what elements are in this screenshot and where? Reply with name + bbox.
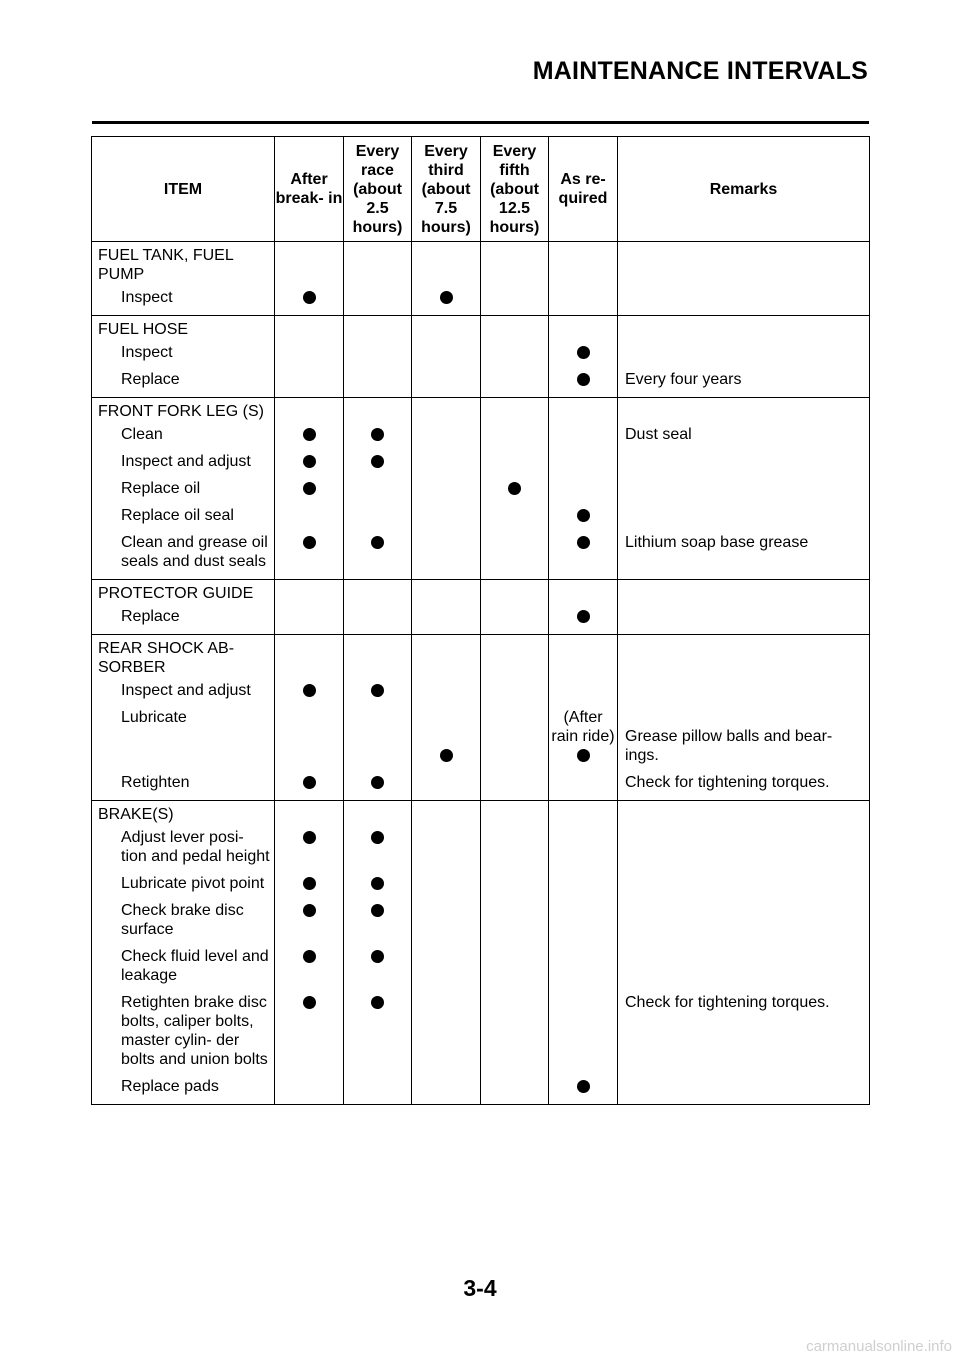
maintenance-intervals-table xyxy=(91,136,870,1105)
interval-cell xyxy=(275,366,344,398)
bullet-mark-icon xyxy=(371,831,384,844)
bullet-mark-icon xyxy=(577,1080,590,1093)
interval-cell xyxy=(344,421,412,448)
empty-cell xyxy=(618,316,870,340)
category-label: FRONT FORK LEG (S) xyxy=(92,398,275,422)
interval-cell xyxy=(344,339,412,366)
remarks-cell xyxy=(618,284,870,316)
interval-cell xyxy=(481,1073,549,1105)
bullet-mark-icon xyxy=(303,428,316,441)
table-row xyxy=(92,529,870,580)
interval-cell xyxy=(549,366,618,398)
bullet-mark-icon xyxy=(303,455,316,468)
interval-cell xyxy=(344,769,412,801)
category-label: BRAKE(S) xyxy=(92,801,275,825)
interval-cell xyxy=(412,529,481,580)
interval-cell xyxy=(344,1073,412,1105)
item-label: Lubricate xyxy=(92,704,275,769)
empty-cell xyxy=(481,580,549,604)
interval-cell xyxy=(344,284,412,316)
empty-cell xyxy=(618,398,870,422)
empty-cell xyxy=(549,242,618,285)
watermark: carmanualsonline.info xyxy=(806,1338,952,1355)
category-row xyxy=(92,580,870,604)
interval-cell xyxy=(412,943,481,989)
interval-cell xyxy=(481,529,549,580)
empty-cell xyxy=(275,635,344,678)
empty-cell xyxy=(549,801,618,825)
empty-cell xyxy=(481,635,549,678)
category-label: REAR SHOCK AB- SORBER xyxy=(92,635,275,678)
remarks-cell xyxy=(618,943,870,989)
interval-cell xyxy=(549,943,618,989)
interval-cell xyxy=(412,502,481,529)
table-row xyxy=(92,943,870,989)
empty-cell xyxy=(481,316,549,340)
remarks-cell xyxy=(618,824,870,870)
bullet-mark-icon xyxy=(303,877,316,890)
table-row xyxy=(92,769,870,801)
empty-cell xyxy=(275,801,344,825)
table-row xyxy=(92,284,870,316)
table-row xyxy=(92,677,870,704)
interval-cell xyxy=(549,870,618,897)
table-group xyxy=(92,635,870,801)
table-group xyxy=(92,398,870,580)
bullet-mark-icon xyxy=(303,684,316,697)
empty-cell xyxy=(412,801,481,825)
bullet-mark-icon xyxy=(577,346,590,359)
interval-cell xyxy=(344,448,412,475)
header-item: ITEM xyxy=(92,137,275,242)
remarks-cell xyxy=(618,1073,870,1105)
interval-cell xyxy=(275,824,344,870)
table-group xyxy=(92,580,870,635)
item-label: Lubricate pivot point xyxy=(92,870,275,897)
interval-cell xyxy=(275,339,344,366)
interval-cell xyxy=(344,704,412,769)
interval-cell xyxy=(275,502,344,529)
title-divider xyxy=(92,121,869,124)
item-label: Retighten brake disc bolts, caliper bolts, master cylin- der bolts and union bolts xyxy=(92,989,275,1073)
table-row xyxy=(92,366,870,398)
table-row xyxy=(92,897,870,943)
bullet-mark-icon xyxy=(303,536,316,549)
category-label: PROTECTOR GUIDE xyxy=(92,580,275,604)
remarks-cell xyxy=(618,870,870,897)
empty-cell xyxy=(412,242,481,285)
header-every-fifth: Every fifth (about 12.5 hours) xyxy=(481,137,549,242)
table-group xyxy=(92,242,870,316)
interval-cell xyxy=(481,603,549,635)
empty-cell xyxy=(344,316,412,340)
interval-cell xyxy=(275,448,344,475)
empty-cell xyxy=(618,580,870,604)
bullet-mark-icon xyxy=(440,749,453,762)
interval-cell xyxy=(412,824,481,870)
interval-cell xyxy=(481,475,549,502)
bullet-mark-icon xyxy=(577,536,590,549)
bullet-mark-icon xyxy=(303,996,316,1009)
interval-cell xyxy=(275,475,344,502)
bullet-mark-icon xyxy=(440,291,453,304)
interval-cell xyxy=(549,339,618,366)
empty-cell xyxy=(412,580,481,604)
page-number: 3-4 xyxy=(463,1275,497,1301)
table-row xyxy=(92,1073,870,1105)
bullet-mark-icon xyxy=(303,950,316,963)
remarks-cell xyxy=(618,677,870,704)
interval-cell xyxy=(275,603,344,635)
interval-cell xyxy=(549,502,618,529)
interval-cell xyxy=(481,870,549,897)
interval-cell xyxy=(481,897,549,943)
interval-cell xyxy=(412,448,481,475)
interval-cell xyxy=(344,502,412,529)
remarks-cell: Check for tightening torques. xyxy=(618,989,870,1073)
item-label: Inspect and adjust xyxy=(92,677,275,704)
table-group xyxy=(92,801,870,1105)
table-row xyxy=(92,421,870,448)
bullet-mark-icon xyxy=(371,536,384,549)
item-label: Clean and grease oil seals and dust seals xyxy=(92,529,275,580)
interval-cell xyxy=(549,897,618,943)
interval-cell xyxy=(549,704,618,769)
interval-cell xyxy=(412,870,481,897)
empty-cell xyxy=(618,635,870,678)
interval-cell xyxy=(412,677,481,704)
interval-cell xyxy=(344,824,412,870)
interval-cell xyxy=(481,366,549,398)
item-label: Inspect xyxy=(92,284,275,316)
bullet-mark-icon xyxy=(508,482,521,495)
remarks-cell xyxy=(618,339,870,366)
category-label: FUEL HOSE xyxy=(92,316,275,340)
interval-cell xyxy=(275,529,344,580)
table-row xyxy=(92,704,870,769)
interval-cell xyxy=(549,421,618,448)
bullet-mark-icon xyxy=(371,904,384,917)
empty-cell xyxy=(344,242,412,285)
bullet-mark-icon xyxy=(303,904,316,917)
category-row xyxy=(92,801,870,825)
interval-cell xyxy=(412,284,481,316)
bullet-mark-icon xyxy=(371,684,384,697)
bullet-mark-icon xyxy=(577,373,590,386)
table-row xyxy=(92,824,870,870)
table-header-row xyxy=(92,137,870,242)
remarks-cell: Grease pillow balls and bear- ings. xyxy=(618,704,870,769)
category-row xyxy=(92,242,870,285)
interval-cell xyxy=(549,529,618,580)
interval-cell xyxy=(344,529,412,580)
empty-cell xyxy=(618,801,870,825)
interval-cell xyxy=(481,339,549,366)
bullet-mark-icon xyxy=(303,291,316,304)
remarks-cell xyxy=(618,448,870,475)
interval-cell xyxy=(344,989,412,1073)
interval-cell xyxy=(344,897,412,943)
interval-cell xyxy=(412,769,481,801)
bullet-mark-icon xyxy=(371,428,384,441)
interval-cell xyxy=(549,824,618,870)
item-label: Clean xyxy=(92,421,275,448)
empty-cell xyxy=(481,801,549,825)
header-every-race: Every race (about 2.5 hours) xyxy=(344,137,412,242)
interval-cell xyxy=(275,943,344,989)
interval-cell xyxy=(275,1073,344,1105)
interval-cell xyxy=(481,769,549,801)
item-label: Replace xyxy=(92,366,275,398)
empty-cell xyxy=(481,242,549,285)
empty-cell xyxy=(344,635,412,678)
page-title: MAINTENANCE INTERVALS xyxy=(532,57,868,85)
bullet-mark-icon xyxy=(371,776,384,789)
interval-cell xyxy=(549,475,618,502)
interval-cell xyxy=(412,989,481,1073)
interval-cell xyxy=(275,989,344,1073)
interval-cell xyxy=(275,284,344,316)
item-label: Replace pads xyxy=(92,1073,275,1105)
interval-cell xyxy=(412,897,481,943)
empty-cell xyxy=(549,580,618,604)
interval-cell xyxy=(344,870,412,897)
interval-cell xyxy=(344,366,412,398)
header-every-third: Every third (about 7.5 hours) xyxy=(412,137,481,242)
category-row xyxy=(92,635,870,678)
interval-cell xyxy=(481,989,549,1073)
interval-cell xyxy=(481,704,549,769)
table-row xyxy=(92,502,870,529)
bullet-mark-icon xyxy=(577,509,590,522)
remarks-cell: Dust seal xyxy=(618,421,870,448)
empty-cell xyxy=(412,635,481,678)
item-label: Adjust lever posi- tion and pedal height xyxy=(92,824,275,870)
interval-cell xyxy=(412,704,481,769)
empty-cell xyxy=(275,242,344,285)
interval-cell xyxy=(549,284,618,316)
interval-cell xyxy=(344,677,412,704)
item-label: Replace oil seal xyxy=(92,502,275,529)
remarks-cell xyxy=(618,897,870,943)
category-row xyxy=(92,398,870,422)
interval-cell xyxy=(275,870,344,897)
bullet-mark-icon xyxy=(303,831,316,844)
as-required-note: (After rain ride) xyxy=(549,708,617,765)
interval-cell xyxy=(412,1073,481,1105)
item-label: Replace xyxy=(92,603,275,635)
interval-cell xyxy=(412,421,481,448)
empty-cell xyxy=(481,398,549,422)
interval-cell xyxy=(344,603,412,635)
bullet-mark-icon xyxy=(371,996,384,1009)
remarks-cell xyxy=(618,502,870,529)
item-label: Check brake disc surface xyxy=(92,897,275,943)
interval-cell xyxy=(412,603,481,635)
interval-cell xyxy=(549,677,618,704)
empty-cell xyxy=(344,801,412,825)
empty-cell xyxy=(549,635,618,678)
remarks-cell: Every four years xyxy=(618,366,870,398)
empty-cell xyxy=(344,580,412,604)
empty-cell xyxy=(618,242,870,285)
interval-cell xyxy=(412,366,481,398)
item-label: Check fluid level and leakage xyxy=(92,943,275,989)
empty-cell xyxy=(549,398,618,422)
item-label: Inspect xyxy=(92,339,275,366)
empty-cell xyxy=(412,316,481,340)
empty-cell xyxy=(412,398,481,422)
bullet-mark-icon xyxy=(303,482,316,495)
category-row xyxy=(92,316,870,340)
bullet-mark-icon xyxy=(371,455,384,468)
category-label: FUEL TANK, FUEL PUMP xyxy=(92,242,275,285)
bullet-mark-icon xyxy=(371,950,384,963)
interval-cell xyxy=(412,475,481,502)
remarks-cell xyxy=(618,603,870,635)
remarks-cell: Lithium soap base grease xyxy=(618,529,870,580)
table-row xyxy=(92,448,870,475)
bullet-mark-icon xyxy=(303,776,316,789)
interval-cell xyxy=(275,677,344,704)
remarks-cell xyxy=(618,475,870,502)
interval-cell xyxy=(344,475,412,502)
interval-cell xyxy=(481,502,549,529)
item-label: Inspect and adjust xyxy=(92,448,275,475)
interval-cell xyxy=(481,448,549,475)
interval-cell xyxy=(549,1073,618,1105)
empty-cell xyxy=(275,398,344,422)
table-row xyxy=(92,989,870,1073)
empty-cell xyxy=(549,316,618,340)
table-row xyxy=(92,603,870,635)
interval-cell xyxy=(344,943,412,989)
header-as-required: As re- quired xyxy=(549,137,618,242)
bullet-mark-icon xyxy=(371,877,384,890)
interval-cell xyxy=(275,897,344,943)
interval-cell xyxy=(549,989,618,1073)
interval-cell xyxy=(481,677,549,704)
bullet-mark-icon xyxy=(577,610,590,623)
header-after-break-in: After break- in xyxy=(275,137,344,242)
table-group xyxy=(92,316,870,398)
interval-cell xyxy=(481,943,549,989)
table-row xyxy=(92,339,870,366)
interval-cell xyxy=(481,421,549,448)
bullet-mark-icon xyxy=(577,749,590,762)
interval-cell xyxy=(549,448,618,475)
header-remarks: Remarks xyxy=(618,137,870,242)
remarks-cell: Check for tightening torques. xyxy=(618,769,870,801)
interval-cell xyxy=(275,421,344,448)
interval-cell xyxy=(412,339,481,366)
interval-cell xyxy=(549,603,618,635)
interval-cell xyxy=(481,824,549,870)
interval-cell xyxy=(549,769,618,801)
interval-cell xyxy=(275,704,344,769)
item-label: Retighten xyxy=(92,769,275,801)
table-row xyxy=(92,870,870,897)
empty-cell xyxy=(275,580,344,604)
table-row xyxy=(92,475,870,502)
interval-cell xyxy=(275,769,344,801)
item-label: Replace oil xyxy=(92,475,275,502)
empty-cell xyxy=(275,316,344,340)
empty-cell xyxy=(344,398,412,422)
interval-cell xyxy=(481,284,549,316)
